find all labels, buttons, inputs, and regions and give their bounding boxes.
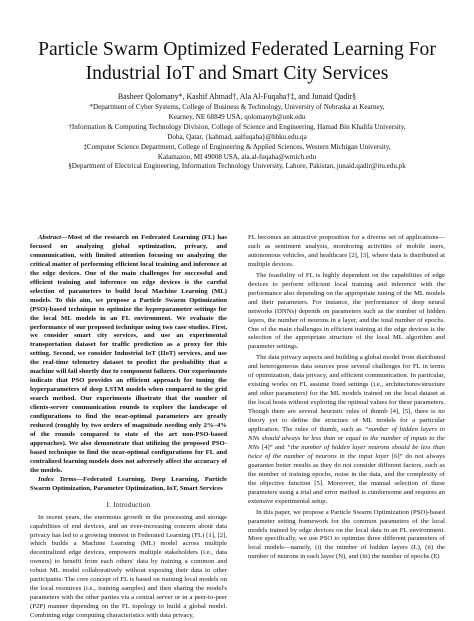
body-paragraph [248,354,445,506]
paragraph-text: [6]” do not always guarantee better results as they do not consider different factors, such as the number of training epochs, noise in the data, and the complexity of the objective function [5]. Moreover, the manual selection of these parameters using a trial and error method is cumbersome and requires an extensive experimental setup. [248,452,445,505]
index-terms-text: —Federated Learning, Deep Learning, Particle Swarm Optimization, Parameter Optimization, IoT, Smart Services [30,475,227,492]
right-column [248,234,445,562]
body-paragraph: FL becomes an attractive proposition for a diverse set of applications—such as sentiment analysis, monitoring activities of mobile users, autonomous vehicles, and healthcare [2], [3], where data is distributed at multiple devices. [248,234,445,268]
paragraph-text: The data privacy aspects and building a global model from distributed and heterogeneous data sources pose several challenges for FL in terms of optimization, data privacy, and efficient communication. In particular, existing works on FL assume fixed settings (i.e., architectures/structure and other parameters) for the ML models trained on the local dataset at the local hosts without exploring the optimal values for these parameters. Though there are several heuristic rules of thumb [4], [5], there is no theory yet to define the structure of ML models for a particular application. The rules of thumb, such as [248,354,445,434]
affiliation-line: ‡Computer Science Department, College of Engineering & Applied Sciences, Western Michigan University, [83,142,391,151]
abstract-label: Abstract [38,234,62,241]
affiliation-line: Kalamazoo, MI 49008 USA, ala.al-fuqaha@wmich.edu [157,152,317,161]
author-list: Basheer Qolomany*, Kashif Ahmad†, Ala Al-Fuqaha†‡, and Junaid Qadir§ [117,92,357,101]
affiliation-line: †Information & Computing Technology Division, College of Science and Engineering, Hamad Bin Khalifa University, [68,122,406,131]
abstract-text: —Most of the research on Federated Learning (FL) has focused on analyzing global optimization, privacy, and communication, with limited attention focusing on analyzing the critical matter of performing efficient local training and inference at the edge devices. One of the main challenges for successful and efficient training and inference on edge devices is the careful selection of parameters to build local Machine Learning (ML) models. To this aim, we propose a Particle Swarm Optimization (PSO)-based technique to optimize the hyperparameter settings for the local ML models in an FL environment. We evaluate the performance of our proposed technique using two case studies. First, we consider smart city services, and use an experimental transportation dataset for traffic prediction as a proxy for this setting. Second, we consider Industrial IoT (IIoT) services, and use the real-time telemetry dataset to predict the probability that a machine will fail shortly due to component failures. Our experiments indicate that PSO provides an efficient approach for tuning the hyperparameters of deep LSTM models when compared to the grid search method. Our experiments illustrate that the number of clients-server communication rounds to explore the landscape of configurations to find the near-optimal parameters are greatly reduced (roughly by two orders of magnitude needing only 2%–4% of the rounds compared to state of the art non-PSO-based approaches). We also demonstrate that utilizing the proposed PSO-based technique to find the near-optimal configurations for FL and centralized learning models does not adversely affect the accuracy of the models. [30,234,227,474]
index-terms [30,476,227,494]
affiliations [20,103,454,172]
body-paragraph: The feasibility of FL is highly dependent on the capabilities of edge devices to perform efficient local training and inference with the performance also depending on the appropriate tuning of the ML models and their parameters. For instance, the performance of deep neural networks (DNNs) depends on parameters such as the number of hidden layers, the number of neurons in a layer, and the total number of epochs. One of the main challenges in efficient training at the edge devices is the selection of the appropriate structure of the local ML algorithm and parameter settings. [248,271,445,351]
affiliation-line: §Department of Electrical Engineering, Information Technology University, Lahore, Pakistan, junaid.qadir@itu.edu.pk [68,162,406,171]
affiliation-line: Doha, Qatar, {kahmad, aalfuqaha}@hbku.edu.qa [167,132,307,141]
affiliation-line: Kearney, NE 68849 USA, qolomanyb@unk.edu [168,112,306,121]
affiliation-line: *Department of Cyber Systems, College of Business & Technology, University of Nebraska at Kearney, [89,103,385,111]
paper-title [20,38,454,86]
title-line-2: Industrial IoT and Smart City Services [85,63,389,84]
quoted-rule: “the number of hidden layer neurons should be less than twice of the number of neurons in the input layer [248,443,446,460]
left-column [30,234,227,621]
index-terms-label: Index Terms [38,475,77,483]
section-heading-introduction: I. Introduction [106,501,151,509]
body-paragraph: In this paper, we propose a Particle Swarm Optimization (PSO)-based parameter setting framework for the common parameters of the local models trained by edge devices on the local data in an FL environment. More specifically, we use PSO to optimize three different parameters of local models—namely, (i) the number of hidden layers (L), (ii) the number of neurons in each layer (N), and (iii) the number of epochs (E) [248,508,445,561]
abstract [30,234,227,476]
paragraph-text: [4]” and [259,443,288,451]
intro-paragraph: In recent years, the enormous growth in the processing and storage capabilities of end devices, and an ever-increasing concern about data privacy has led to a growing interest in Federated Learning (FL) [1], [2], which builds a Machine Learning (ML) model across multiple decentralized edge devices, empowers multiple stakeholders (i.e., data owners) to benefit from each others' data by training a common and robust ML model collaboratively without exposing their data to other participants. The core concept of FL is based on training local models on the local resources (i.e., training samples) and then sharing the model's parameters with the other parties via a central server or in a peer-to-peer (P2P) manner depending on the FL topology to build a global model. Combining edge computing characteristics with data privacy, [30,513,227,620]
quoted-rule: “number of hidden layers in NNs should always be less than or equal to the number of inputs to the NNs [248,426,445,451]
title-line-1: Particle Swarm Optimized Federated Learning For [38,39,436,60]
